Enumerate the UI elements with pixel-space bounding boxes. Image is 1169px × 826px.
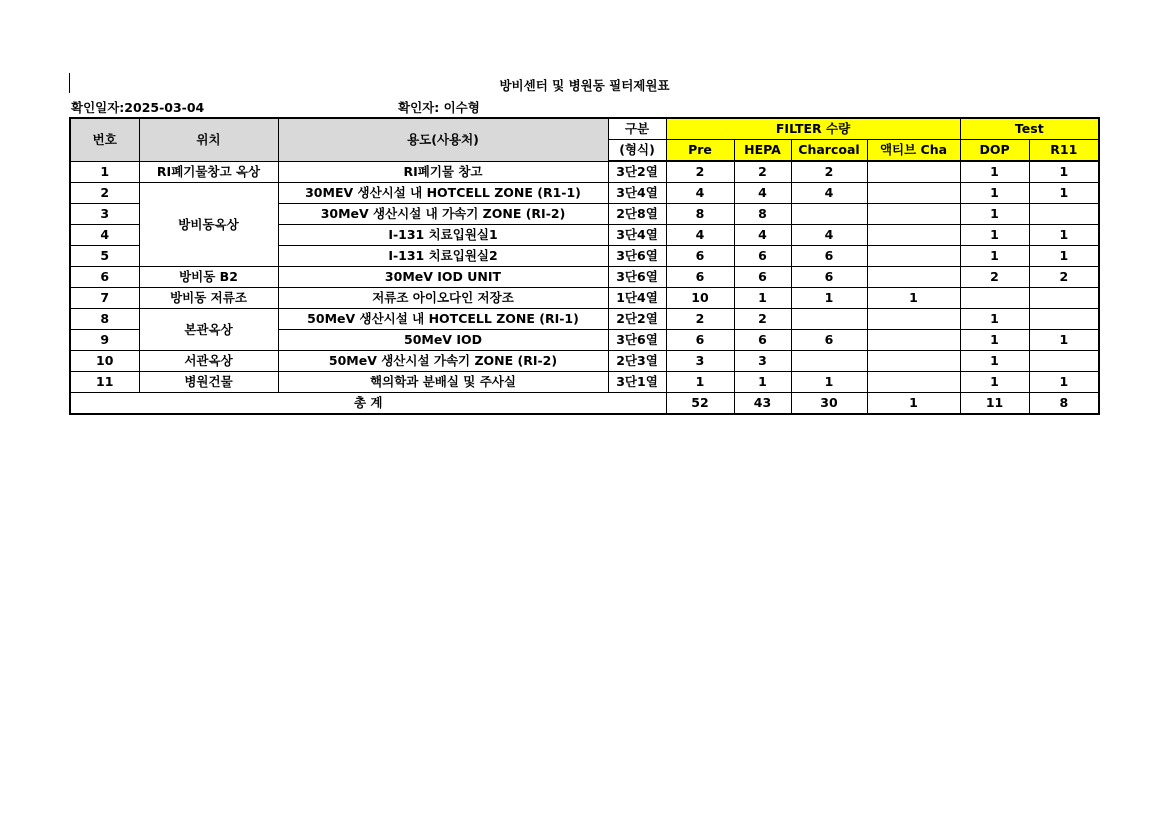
row-activated (867, 161, 960, 183)
row-hepa: 2 (734, 309, 791, 330)
row-hepa: 4 (734, 225, 791, 246)
row-no: 6 (70, 267, 139, 288)
row-dop: 1 (960, 204, 1029, 225)
row-usage: RI폐기물 창고 (278, 161, 608, 183)
row-dop: 2 (960, 267, 1029, 288)
row-no: 2 (70, 183, 139, 204)
total-hepa: 43 (734, 393, 791, 415)
row-dop: 1 (960, 161, 1029, 183)
row-r11 (1029, 351, 1099, 372)
row-no: 1 (70, 161, 139, 183)
row-type: 2단8열 (608, 204, 666, 225)
row-hepa: 6 (734, 330, 791, 351)
check-date: 확인일자:2025-03-04 (71, 100, 205, 115)
table-row (70, 161, 1099, 183)
row-dop: 1 (960, 351, 1029, 372)
row-pre: 2 (666, 161, 734, 183)
row-charcoal: 1 (791, 288, 867, 309)
row-location: 본관옥상 (139, 309, 278, 351)
header-charcoal: Charcoal (791, 140, 867, 162)
total-r11: 8 (1029, 393, 1099, 415)
header-type-sub: (형식) (608, 140, 666, 162)
table-row (70, 372, 1099, 393)
row-r11 (1029, 309, 1099, 330)
header-pre: Pre (666, 140, 734, 162)
row-no: 4 (70, 225, 139, 246)
row-pre: 8 (666, 204, 734, 225)
header-hepa: HEPA (734, 140, 791, 162)
row-activated (867, 351, 960, 372)
row-usage: 30MeV IOD UNIT (278, 267, 608, 288)
table-row (70, 183, 1099, 204)
row-type: 1단4열 (608, 288, 666, 309)
row-charcoal: 4 (791, 183, 867, 204)
row-dop: 1 (960, 225, 1029, 246)
row-type: 2단2열 (608, 309, 666, 330)
row-charcoal: 6 (791, 246, 867, 267)
row-type: 3단4열 (608, 225, 666, 246)
check-person: 확인자: 이수형 (398, 100, 480, 115)
total-label: 총 계 (70, 393, 666, 415)
header-usage: 용도(사용처) (278, 118, 608, 161)
table-row (70, 351, 1099, 372)
row-no: 11 (70, 372, 139, 393)
row-location: 방비동옥상 (139, 183, 278, 267)
row-r11 (1029, 288, 1099, 309)
row-usage: 50MeV IOD (278, 330, 608, 351)
row-activated (867, 372, 960, 393)
row-charcoal: 1 (791, 372, 867, 393)
row-usage: 50MeV 생산시설 가속기 ZONE (RI-2) (278, 351, 608, 372)
row-no: 10 (70, 351, 139, 372)
row-usage: I-131 치료입원실1 (278, 225, 608, 246)
row-pre: 6 (666, 330, 734, 351)
row-type: 2단3열 (608, 351, 666, 372)
row-pre: 6 (666, 267, 734, 288)
row-pre: 4 (666, 225, 734, 246)
row-activated (867, 183, 960, 204)
row-location: 병원건물 (139, 372, 278, 393)
row-type: 3단6열 (608, 267, 666, 288)
row-pre: 3 (666, 351, 734, 372)
total-dop: 11 (960, 393, 1029, 415)
row-r11: 1 (1029, 372, 1099, 393)
row-charcoal: 2 (791, 161, 867, 183)
row-pre: 1 (666, 372, 734, 393)
header-type: 구분 (608, 118, 666, 140)
row-activated (867, 309, 960, 330)
row-location: 방비동 B2 (139, 267, 278, 288)
row-hepa: 4 (734, 183, 791, 204)
row-activated (867, 225, 960, 246)
total-row (70, 393, 1099, 415)
row-no: 5 (70, 246, 139, 267)
row-usage: 저류조 아이오다인 저장조 (278, 288, 608, 309)
row-location: 서관옥상 (139, 351, 278, 372)
row-activated (867, 267, 960, 288)
row-charcoal (791, 351, 867, 372)
row-usage: 30MeV 생산시설 내 가속기 ZONE (RI-2) (278, 204, 608, 225)
row-hepa: 2 (734, 161, 791, 183)
row-pre: 6 (666, 246, 734, 267)
row-no: 8 (70, 309, 139, 330)
row-usage: 30MEV 생산시설 내 HOTCELL ZONE (R1-1) (278, 183, 608, 204)
row-no: 7 (70, 288, 139, 309)
document-title: 방비센터 및 병원동 필터제원표 (499, 78, 670, 93)
filter-spec-table (69, 117, 1100, 415)
row-r11: 1 (1029, 161, 1099, 183)
row-hepa: 6 (734, 267, 791, 288)
header-r11: R11 (1029, 140, 1099, 162)
row-r11: 2 (1029, 267, 1099, 288)
row-type: 3단6열 (608, 246, 666, 267)
row-activated (867, 204, 960, 225)
table-row (70, 288, 1099, 309)
row-usage: 핵의학과 분배실 및 주사실 (278, 372, 608, 393)
row-dop: 1 (960, 372, 1029, 393)
row-charcoal (791, 204, 867, 225)
row-charcoal (791, 309, 867, 330)
row-hepa: 1 (734, 288, 791, 309)
row-hepa: 3 (734, 351, 791, 372)
row-type: 3단2열 (608, 161, 666, 183)
row-type: 3단6열 (608, 330, 666, 351)
row-dop: 1 (960, 309, 1029, 330)
row-charcoal: 6 (791, 330, 867, 351)
row-hepa: 6 (734, 246, 791, 267)
header-filter-group: FILTER 수량 (666, 118, 960, 140)
row-pre: 10 (666, 288, 734, 309)
header-row-1 (70, 118, 1099, 140)
table-row (70, 267, 1099, 288)
header-test-group: Test (960, 118, 1099, 140)
row-activated (867, 246, 960, 267)
row-charcoal: 4 (791, 225, 867, 246)
row-charcoal: 6 (791, 267, 867, 288)
row-location: RI폐기물창고 옥상 (139, 161, 278, 183)
total-pre: 52 (666, 393, 734, 415)
row-usage: I-131 치료입원실2 (278, 246, 608, 267)
row-usage: 50MeV 생산시설 내 HOTCELL ZONE (RI-1) (278, 309, 608, 330)
row-dop: 1 (960, 246, 1029, 267)
row-hepa: 8 (734, 204, 791, 225)
header-dop: DOP (960, 140, 1029, 162)
row-no: 9 (70, 330, 139, 351)
row-r11 (1029, 204, 1099, 225)
row-no: 3 (70, 204, 139, 225)
row-dop: 1 (960, 183, 1029, 204)
row-dop (960, 288, 1029, 309)
row-activated: 1 (867, 288, 960, 309)
row-location: 방비동 저류조 (139, 288, 278, 309)
row-r11: 1 (1029, 330, 1099, 351)
table-row (70, 309, 1099, 330)
row-r11: 1 (1029, 225, 1099, 246)
row-r11: 1 (1029, 183, 1099, 204)
row-pre: 2 (666, 309, 734, 330)
row-dop: 1 (960, 330, 1029, 351)
header-location: 위치 (139, 118, 278, 161)
total-activated: 1 (867, 393, 960, 415)
header-no: 번호 (70, 118, 139, 161)
row-hepa: 1 (734, 372, 791, 393)
row-activated (867, 330, 960, 351)
header-activated-cha: 액티브 Cha (867, 140, 960, 162)
total-charcoal: 30 (791, 393, 867, 415)
row-r11: 1 (1029, 246, 1099, 267)
row-pre: 4 (666, 183, 734, 204)
row-type: 3단1열 (608, 372, 666, 393)
row-type: 3단4열 (608, 183, 666, 204)
